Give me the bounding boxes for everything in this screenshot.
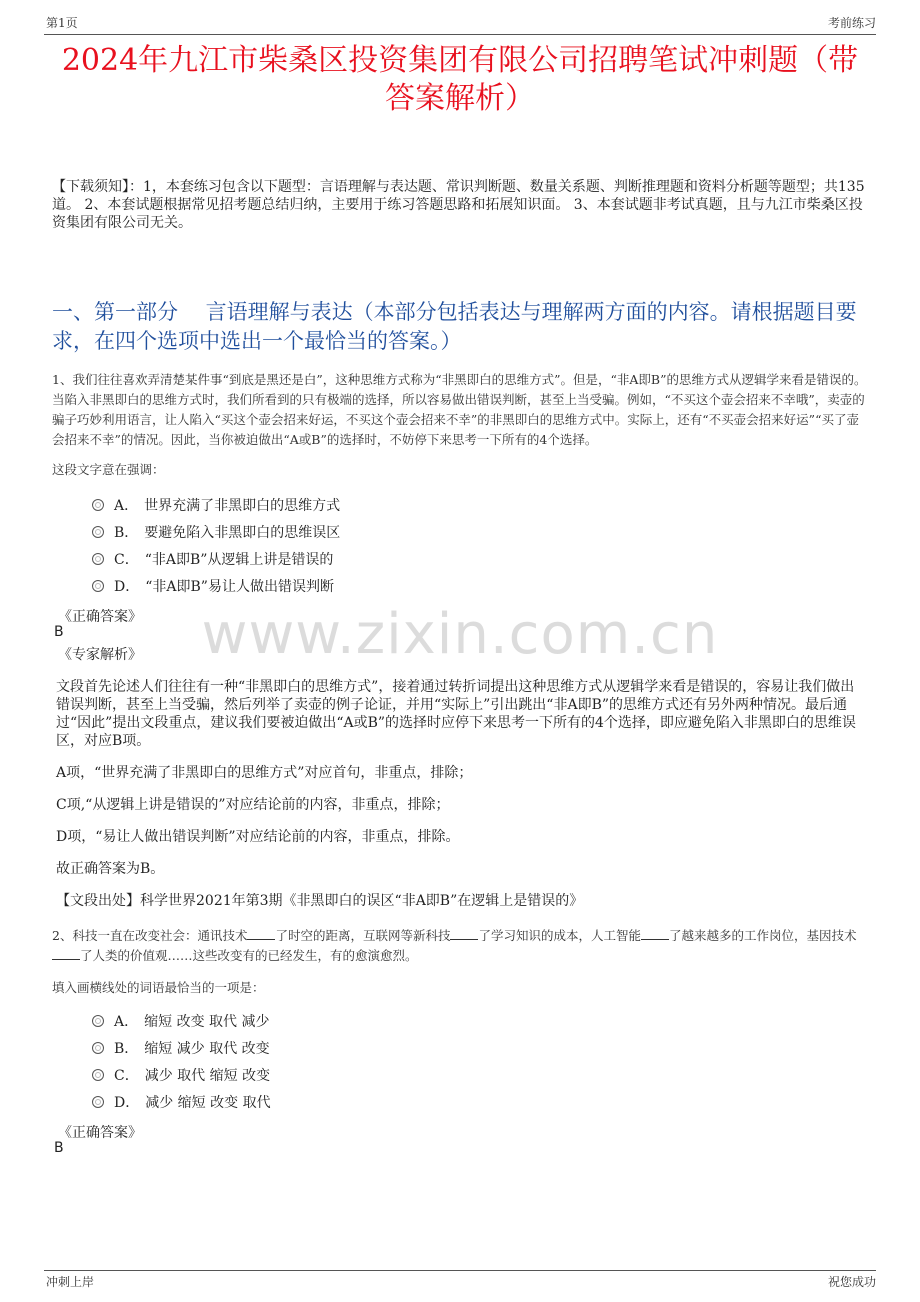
- page-header: [46, 14, 876, 34]
- page-number: 第1页: [46, 16, 78, 30]
- question-2-answer-label: 《正确答案》: [58, 1125, 142, 1141]
- footer-right-text: 祝您成功: [827, 1275, 876, 1289]
- radio-icon[interactable]: [92, 499, 104, 511]
- question-1-prompt: 这段文字意在强调：: [52, 462, 165, 477]
- fill-blank: [52, 947, 80, 960]
- fill-blank: [450, 927, 478, 940]
- question-2-option-d[interactable]: D． 减少 缩短 改变 取代: [92, 1093, 271, 1113]
- section-heading: 一、第一部分 言语理解与表达（本部分包括表达与理解两方面的内容。请根据题目要求，在四个选项中选出一个最恰当的答案。）: [52, 300, 857, 353]
- radio-icon[interactable]: [92, 1015, 104, 1027]
- question-1-option-d[interactable]: D． “非A即B”易让人做出错误判断: [92, 577, 334, 597]
- header-tag: 考前练习: [827, 16, 876, 30]
- page-footer: [46, 1273, 876, 1293]
- question-1-text: 1、我们往往喜欢弄清楚某件事“到底是黑还是白”，这种思维方式称为“非黑即白的思维方式”。但是，“非A即B”的思维方式从逻辑学来看是错误的。当陷入非黑即白的思维方式时，我们所看到的只有极端的选择，所以容易做出错误判断，甚至上当受骗。例如，“不买这个壶会招来不幸哦”，卖壶的骗子巧妙利用语言，让人陷入“买这个壶会招来好运，不买这个壶会招来不幸”的非黑即白的思维方式中。实际上，还有“不买壶会招来好运”“买了壶会招来不幸”的情况。因此，当你被迫做出“A或B”的选择时，不妨停下来思考一下所有的4个选择。: [52, 372, 867, 447]
- header-divider: [44, 34, 876, 35]
- analysis-paragraph: 故正确答案为B。: [56, 861, 165, 877]
- question-1-option-b[interactable]: B． 要避免陷入非黑即白的思维误区: [92, 523, 340, 543]
- radio-icon[interactable]: [92, 1096, 104, 1108]
- radio-icon[interactable]: [92, 553, 104, 565]
- analysis-paragraph: 文段首先论述人们往往有一种“非黑即白的思维方式”，接着通过转折词提出这种思维方式从逻辑学来看是错误的，容易让我们做出错误判断，甚至上当受骗，然后列举了卖壶的例子论证，并用“实际上”引出跳出“非A即B”的思维方式还有另外两种情况。最后通过“因此”提出文段重点，建议我们要被迫做出“A或B”的选择时应停下来思考一下所有的4个选择，即应避免陷入非黑即白的思维误区，对应B项。: [56, 679, 856, 749]
- watermark: www.zixin.com.cn: [201, 602, 719, 667]
- fill-blank: [641, 927, 669, 940]
- question-1-option-a[interactable]: A． 世界充满了非黑即白的思维方式: [92, 496, 340, 516]
- footer-divider: [44, 1270, 876, 1271]
- fill-blank: [247, 927, 275, 940]
- analysis-paragraph: D项，“易让人做出错误判断”对应结论前的内容，非重点，排除。: [56, 829, 460, 845]
- question-1-analysis-label: 《专家解析》: [58, 647, 142, 663]
- question-2-option-a[interactable]: A． 缩短 改变 取代 减少: [92, 1012, 269, 1032]
- question-2-answer: B: [54, 1140, 64, 1156]
- radio-icon[interactable]: [92, 526, 104, 538]
- analysis-paragraph: A项，“世界充满了非黑即白的思维方式”对应首句，非重点，排除；: [56, 765, 473, 781]
- question-1-option-c[interactable]: C． “非A即B”从逻辑上讲是错误的: [92, 550, 333, 570]
- analysis-paragraph: C项,“从逻辑上讲是错误的”对应结论前的内容，非重点，排除；: [56, 797, 450, 813]
- footer-left-text: 冲刺上岸: [46, 1275, 95, 1289]
- question-2-text: 2、科技一直在改变社会：通讯技术 了时空的距离，互联网等新科技 了学习知识的成本，人工智能 了越来越多的工作岗位，基因技术了人类的价值观……这些改变有的已经发生，有的愈演愈烈。: [52, 928, 857, 963]
- question-1-answer: B: [54, 624, 64, 640]
- radio-icon[interactable]: [92, 1069, 104, 1081]
- question-1-answer-label: 《正确答案》: [58, 609, 142, 625]
- document-title: 2024年九江市柴桑区投资集团有限公司招聘笔试冲刺题（带答案解析）: [61, 43, 859, 116]
- question-2-prompt: 填入画横线处的词语最恰当的一项是：: [52, 980, 265, 995]
- radio-icon[interactable]: [92, 580, 104, 592]
- question-2-option-c[interactable]: C． 减少 取代 缩短 改变: [92, 1066, 270, 1086]
- question-2-option-b[interactable]: B． 缩短 减少 取代 改变: [92, 1039, 270, 1059]
- download-notice: 【下载须知】：1，本套练习包含以下题型：言语理解与表达题、常识判断题、数量关系题、判断推理题和资料分析题等题型；共135道。 2、本套试题根据常见招考题总结归纳，主要用于练习答题思路和拓展知识面。 3、本套试题非考试真题，且与九江市柴桑区投资集团有限公司无关。: [52, 179, 865, 231]
- radio-icon[interactable]: [92, 1042, 104, 1054]
- text-source: 【文段出处】科学世界2021年第3期《非黑即白的误区“非A即B”在逻辑上是错误的》: [56, 893, 584, 909]
